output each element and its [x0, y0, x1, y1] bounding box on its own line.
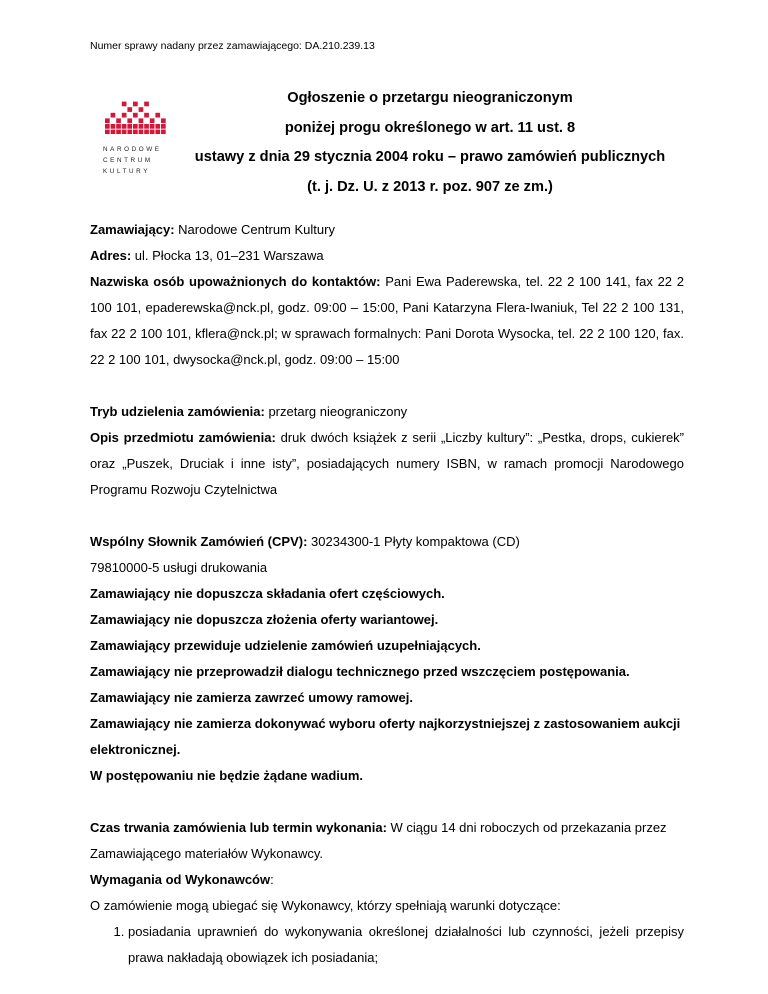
- logo-square: [133, 102, 138, 107]
- logo-square: [144, 102, 149, 107]
- list-item: 1. posiadania uprawnień do wykonywania określonej działalności lub czynności, jeżeli przepisy prawa nakładają obowiązek ich posiadania;: [128, 919, 684, 971]
- cpv-label: Wspólny Słownik Zamówień (CPV):: [90, 534, 308, 549]
- statement: Zamawiający nie dopuszcza złożenia oferty wariantowej.: [90, 612, 439, 627]
- requirements-label: Wymagania od Wykonawców: [90, 872, 271, 887]
- ordering-label: Zamawiający:: [90, 222, 175, 237]
- procedure-mode-label: Tryb udzielenia zamówienia:: [90, 404, 265, 419]
- logo-square: [155, 113, 160, 118]
- logo-square: [133, 124, 138, 129]
- statement: Zamawiający nie przeprowadził dialogu technicznego przed wszczęciem postępowania.: [90, 664, 630, 679]
- logo-square: [161, 124, 166, 129]
- procedure-mode-value: przetarg nieograniczony: [264, 404, 408, 419]
- requirements-intro: O zamówienie mogą ubiegać się Wykonawcy, którzy spełniają warunki dotyczące:: [90, 898, 561, 913]
- logo-square: [127, 130, 132, 134]
- logo-square: [155, 124, 160, 129]
- statement: Zamawiający nie dopuszcza składania ofert częściowych.: [90, 586, 445, 601]
- procedure-mode: [90, 399, 684, 425]
- logo-square: [155, 130, 160, 134]
- contact-persons-label: Nazwiska osób upoważnionych do kontaktów:: [90, 274, 381, 289]
- logo-square: [139, 118, 144, 123]
- order-subject-label: Opis przedmiotu zamówienia:: [90, 430, 276, 445]
- logo: [103, 96, 167, 177]
- logo-square: [105, 130, 110, 134]
- logo-square: [105, 118, 110, 123]
- ordering-party: [90, 217, 684, 243]
- statement: Zamawiający nie zamierza zawrzeć umowy ramowej.: [90, 690, 413, 705]
- logo-square: [161, 130, 166, 134]
- cpv-value1: 30234300-1 Płyty kompaktowa (CD): [307, 534, 520, 549]
- logo-square: [111, 113, 116, 118]
- logo-square: [116, 124, 121, 129]
- logo-square: [161, 118, 166, 123]
- address-value: ul. Płocka 13, 01–231 Warszawa: [131, 248, 324, 263]
- statement: Zamawiający nie zamierza dokonywać wyboru oferty najkorzystniejszej z zastosowaniem aukcji elektronicznej.: [90, 716, 681, 757]
- logo-text-line3: KULTURY: [103, 168, 151, 175]
- narodowe-centrum-kultury-logo-icon: [103, 96, 167, 134]
- title-line3: ustawy z dnia 29 stycznia 2004 roku – prawo zamówień publicznych: [194, 149, 666, 165]
- duration-label: Czas trwania zamówienia lub termin wykonania:: [90, 820, 387, 835]
- logo-text: [103, 144, 167, 177]
- logo-square: [122, 130, 127, 134]
- duration-value-line2: Zamawiającego materiałów Wykonawcy.: [90, 846, 324, 861]
- contact-persons-value: Pani Ewa Paderewska, tel. 22 2 100 141, fax 22 2 100 101, epaderewska@nck.pl, godz. 09:00 – 15:00, Pani Katarzyna Flera-Iwaniuk, Tel 22 2 100 131, fax 22 2 100 101, kflera@nck.pl; w sprawach formalnych: Pani Dorota Wysocka, tel. 22 2 100 120, fax. 22 2 100 101, dwysocka@nck.pl, godz. 09:00 – 15:00: [90, 274, 684, 367]
- case-number: Numer sprawy nadany przez zamawiającego: DA.210.239.13: [90, 40, 375, 52]
- statement: Zamawiający przewiduje udzielenie zamówień uzupełniających.: [90, 638, 481, 653]
- address: [90, 243, 684, 269]
- title-line1: Ogłoszenie o przetargu nieograniczonym: [287, 90, 573, 106]
- logo-square: [150, 130, 155, 134]
- logo-square: [111, 124, 116, 129]
- logo-square: [139, 107, 144, 112]
- logo-text-line2: CENTRUM: [103, 157, 153, 164]
- logo-square: [133, 113, 138, 118]
- requirements-list: [90, 919, 684, 971]
- duration: [90, 815, 684, 841]
- logo-square: [144, 124, 149, 129]
- logo-square: [144, 113, 149, 118]
- logo-square: [116, 118, 121, 123]
- requirements-heading: Wymagania od Wykonawców:: [90, 872, 274, 887]
- logo-square: [122, 113, 127, 118]
- order-subject-value: druk dwóch książek z serii „Liczby kultury”: „Pestka, drops, cukierek” oraz „Puszek, Druciak i inne isty”, posiadających numery ISBN, w ramach promocji Narodowego Programu Rozwoju Czytelnictwa: [90, 430, 684, 497]
- logo-square: [139, 130, 144, 134]
- title-line4: (t. j. Dz. U. z 2013 r. poz. 907 ze zm.): [307, 178, 553, 195]
- document-title: [180, 84, 680, 202]
- document-body: [90, 217, 684, 971]
- title-line2: poniżej progu określonego w art. 11 ust. 8: [284, 119, 576, 136]
- logo-square: [139, 124, 144, 129]
- logo-square: [122, 102, 127, 107]
- logo-square: [133, 130, 138, 134]
- logo-text-line1: NARODOWE: [103, 146, 162, 153]
- cpv-value2: 79810000-5 usługi drukowania: [90, 560, 268, 575]
- order-subject: [90, 425, 684, 503]
- contact-persons: [90, 269, 684, 373]
- logo-square: [127, 124, 132, 129]
- statement: W postępowaniu nie będzie żądane wadium.: [90, 768, 364, 783]
- ordering-value: Narodowe Centrum Kultury: [174, 222, 335, 237]
- logo-square: [127, 118, 132, 123]
- logo-square: [144, 130, 149, 134]
- logo-square: [150, 118, 155, 123]
- cpv: [90, 529, 684, 555]
- logo-square: [122, 124, 127, 129]
- logo-square: [111, 130, 116, 134]
- logo-square: [116, 130, 121, 134]
- logo-square: [105, 124, 110, 129]
- logo-square: [150, 124, 155, 129]
- logo-square: [127, 107, 132, 112]
- address-label: Adres:: [90, 248, 132, 263]
- duration-value-line1: W ciągu 14 dni roboczych od przekazania przez: [386, 820, 667, 835]
